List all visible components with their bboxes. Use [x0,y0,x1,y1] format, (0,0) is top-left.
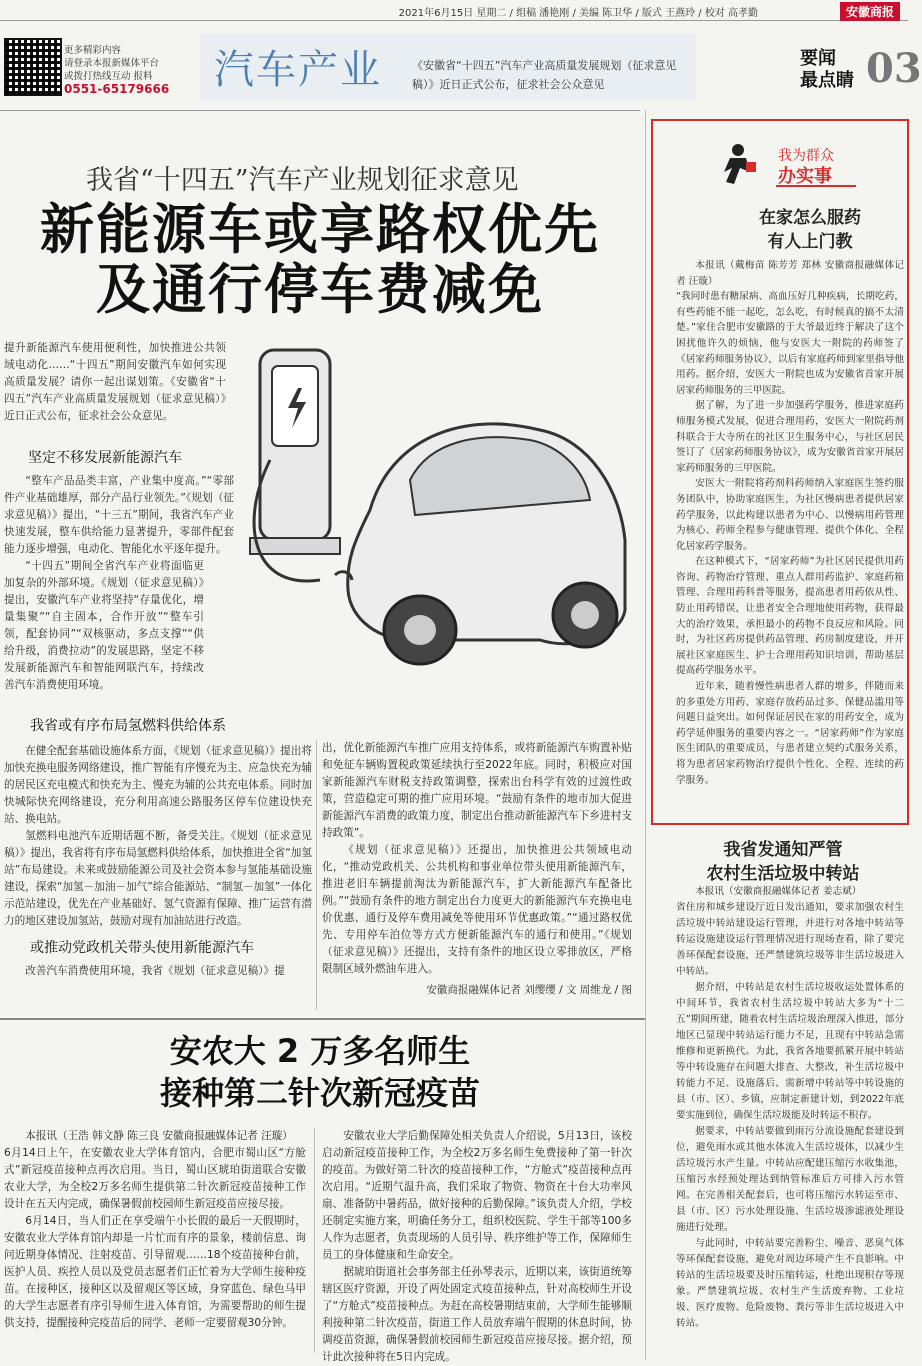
paragraph: 改善汽车消费使用环境，我省《规划（征求意见稿）》提 [25,965,285,977]
paragraph: 据了解，为了进一步加强药学服务，推进家庭药师服务模式发展，促进合理用药，安医大一附院药剂科联合于大寺所在的社区卫生服务中心，与社区居民签订了《居家药师服务协议》，成为安徽省首家开展居家药师服务的三甲医院。 [676,400,904,474]
lead-section-3 [322,740,632,999]
paragraph: 据琥珀街道社会事务部主任孙琴表示，近期以来，该街道统筹辖区医疗资源，开设了两处固定式疫苗接种点，针对高校师生开设了“方舱式”疫苗接种点。为赶在高校暑期结束前，大学师生能够顺利接种第二针次疫苗，街道工作人员放弃端午假期的休息时间，协调疫苗资源，确保暑假前校园师生新冠疫苗应接尽接。据介绍，预计此次接种将在5日内完成。 [322,1266,632,1363]
qr-code-icon [4,38,62,96]
headline-line: 有人上门教 [767,232,853,252]
qr-line: 或拨打热线互动 报料 [64,71,153,82]
ev-charging-illustration [240,340,635,710]
paragraph: “十四五”期间全省汽车产业将面临更加复杂的外部环境。《规划（征求意见稿）》提出，安徽汽车产业将坚持“存量优化，增量集聚”“自主固本，合作开放”“整车引领，配套协同”“双核驱动，多点支撑”“供给升级，消费拉动”的发展思路，坚定不移发展新能源汽车和智能网联汽车，持续改善汽车消费使用环境。 [4,560,204,691]
paragraph: “我同时患有糖尿病、高血压好几种疾病，长期吃药，有些药能不能一起吃，怎么吃，有时候真的搞不太清楚。”家住合肥市安徽路的于大爷最近终于解决了这个困扰他许久的烦恼，他与安医大一附院的药师签了《居家药师服务协议》，以后有家庭药师到家里指导他用药。据介绍，安医大一附院也成为安徽省首家开展居家药师服务的三甲医院。 [676,291,904,396]
article-headline [10,200,630,320]
bottom-story-column-1 [4,1128,306,1332]
bottom-headline [0,1030,640,1114]
headline-line: 新能源车或享路权优先 [40,198,600,261]
divider [0,1018,645,1020]
paragraph: 在健全配套基础设施体系方面，《规划（征求意见稿）》提出将加快充换电服务网络建设，推广智能有序慢充为主、应急快充为辅的居民区充电模式和快充为主、慢充为辅的公共充电体系。同时加快城际快充网络建设，充分利用高速公路服务区停车位建设快充站、换电站。 [4,745,312,825]
headline-line: 我省发通知严管 [723,840,843,860]
headline-line: 接种第二针次新冠疫苗 [159,1074,480,1112]
subheading: 或推动党政机关带头使用新能源汽车 [30,940,254,956]
paragraph: 安徽农业大学后勤保障处相关负责人介绍说，5月13日，该校启动新冠疫苗接种工作，为全校2万多名师生免费接种了第一针次的疫苗。为做好第二针次的疫苗接种工作，“方舱式”疫苗接种点再次启用。“近期气温升高，我们采取了物资、物资在十台大功率风扇、准备防中暑药品，做好接种的后勤保障。”该负责人介绍，学校还制定实施方案，明确任务分工，组织校医院、学生干部等100多人作为志愿者，负责现场的人员引导、秩序维护等工作，保障师生员工的身体健康和生命安全。 [322,1130,632,1261]
headline-line: 安农大 2 万多名师生 [169,1032,471,1070]
qr-line: 请登录本报新媒体平台 [64,58,160,69]
divider [645,110,646,1360]
section-subtitle: 《安徽省“十四五”汽车产业高质量发展规划（征求意见稿）》近日正式公布，征求社会公众意见 [412,59,677,91]
paragraph: 出，优化新能源汽车推广应用支持体系，或将新能源汽车购置补贴和免征车辆购置税政策延续执行至2022年底。同时，积极应对国家新能源汽车财税支持政策调整，探索出台科学有效的过渡性政策，营造稳定可期的推广应用环境。“鼓励有条件的地市加大促进新能源汽车消费的政策力度，制定出台推动新能源汽车下乡进村支持政策”。 [322,742,632,839]
subheading: 坚定不移发展新能源汽车 [28,450,182,466]
top-info-bar [0,0,908,21]
qr-line: 更多精彩内容 [64,45,122,56]
divider [0,110,640,111]
headline-line: 及通行停车费减免 [96,258,544,321]
paragraph: 与此同时，中转站要完善粉尘、噪音、恶臭气体等环保配套设施，避免对周边环境产生不良影响。中转站的生活垃圾要及时压缩转运，杜绝出现积存等现象。严禁建筑垃圾、农村生产生活废弃物、工业垃圾、医疗废物、危险废物、粪污等非生活垃圾进入中转站。 [676,1238,904,1329]
logo-text: 办实事 [778,166,832,187]
sidebar-headline [700,206,920,254]
article-kicker: 我省“十四五”汽车产业规划征求意见 [86,165,519,196]
photo-credit: 安徽商报融媒体记者 刘缨缨 / 文 周维龙 / 图 [426,984,632,996]
page-label-line: 最点睛 [800,70,854,91]
paragraph: 据要求，中转站要做到雨污分流设施配套建设到位，避免雨水或其他水体流入生活垃圾体，以减少生活垃圾污水产生量。中转站应配建压缩污水收集池，压缩污水经预处理达到纳管标准后方可排入污水管网。在完善相关配套后，也可将压缩污水转运至市、县（市、区）污水处理设施、生活垃圾渗滤液处理设施进行处理。 [676,1126,904,1233]
page-number: 03 [866,45,922,92]
sidebar-article-body [676,258,904,788]
paragraph: 安医大一附院将药剂科药师纳入家庭医生签约服务团队中，协助家庭医生，为社区慢病患者提供居家药学服务，以此构建以患者为中心、以慢病用药管理为核心、药师全程参与健康管理、提供个体化、全程化居家药学服务。 [676,478,904,552]
paragraph: 6月14日上午，在安徽农业大学体育馆内，合肥市蜀山区“方舱式”新冠疫苗接种点再次启用。当日，蜀山区琥珀街道联合安徽农业大学，为全校2万多名师生提供第二针次新冠疫苗接种工作设计在五天内完成，确保暑假前校园师生新冠疫苗应接尽接。 [4,1147,306,1210]
divider [314,1128,315,1353]
section-title: 汽车产业 [214,47,382,93]
subheading: 我省或有序布局氢燃料供给体系 [30,718,226,734]
lead-section-2 [4,718,312,980]
paragraph: 氢燃料电池汽车近期话题不断，备受关注。《规划（征求意见稿）》提出，我省将有序布局氢燃料供给体系，加快推进全省“加氢站”布局建设。未来或鼓励能源公司及社会资本参与氢能基础设施建设，探索“加氢－加油－加气”综合能源站、“制氢－加氢”一体化示范站建设，优先在产业基础好、氢气资源有保障、推广运营有潜力的地区建设加氢站，鼓励对现有加油站进行改造。 [4,830,312,927]
page-label [800,48,854,92]
paragraph: 6月14日，当人们正在享受端午小长假的最后一天假期时，安徽农业大学体育馆内却是一片忙而有序的景象，楼前信息、询问近期身体情况、注射疫苗、引导留观……18个疫苗接种台前，医护人员、疾控人员以及党员志愿者们正忙着为大学师生接种疫苗。在接种区，接种区以及留观区等区域，身穿蓝色、绿色马甲的大学生志愿者有序引导师生进入体育馆，为需要帮助的师生提供支持，提醒接种完疫苗后的同学、老师一定要留观30分钟。 [4,1215,306,1329]
paragraph: 近年来，随着慢性病患者人群的增多，伴随而来的多重处方用药、家庭存放药品过多、保健品滥用等问题日益突出。如何保证居民在家的用药安全，成为药学延伸服务的重要内容之一。“居家药师”作为家庭医生团队的重要成员，与患者建立契约式服务关系，将为患者居家药物治疗提供个性化、全程、连续的药学服务。 [676,681,904,786]
byline: 本报讯（王浩 韩文静 陈三良 安徽商报融媒体记者 汪璇） [25,1130,293,1142]
lead-intro: 提升新能源汽车使用便利性，加快推进公共领域电动化……“十四五”期间安徽汽车如何实现高质量发展？请你一起出谋划策。《安徽省“十四五”汽车产业高质量发展规划（征求意见稿）》近日正式公布，征求社会公众意见。 [4,342,226,422]
paragraph: 《规划（征求意见稿）》还提出，加快推进公共领域电动化，“推动党政机关、公共机构和事业单位带头使用新能源汽车，推进老旧车辆提前淘汰为新能源汽车，扩大新能源汽车配备比例。”“鼓励有条件的地方制定出台力度更大的新能源汽车充换电电价优惠、通行及停车费用减免等使用环节优惠政策。”“通过路权优先、专用停车泊位等方式方便新能源汽车的通行和使用。”《规划（征求意见稿）》还提出，支持有条件的地区设立零排放区，严格限制区域外燃油车进入。 [322,844,632,975]
byline: 本报讯（安徽商报融媒体记者 姜志斌） [695,886,862,897]
page-label-line: 要闻 [800,48,836,69]
paragraph: “整车产品品类丰富，产业集中度高。”“零部件产业基础雄厚，部分产品行业领先。”《规划（征求意见稿）》提出，“十三五”期间，我省汽车产业快速发展，整车供给能力显著提升，零部件配套能力逐步增强，电动化、智能化水平逐年提升。 [4,475,234,555]
headline-line: 在家怎么服药 [759,208,861,228]
logo-text: 我为群众 [778,148,834,164]
lead-section-1 [4,450,234,694]
side-story-headline [658,838,908,886]
hotline-number: 0551-65179666 [64,82,170,96]
headline-line: 农村生活垃圾中转站 [706,864,860,884]
date-line: 2021年6月15日 星期二 / 组稿 潘艳刚 / 美编 陈卫华 / 版式 王燕玲 / 校对 高孝勤 [398,8,758,19]
hotline-block [64,44,184,96]
divider [316,740,317,1010]
paragraph: 据介绍，中转站是农村生活垃圾收运处置体系的中间环节，我省农村生活垃圾中转站大多为“十二五”期间所建，随着农村生活垃圾治理深入推进，部分地区已显现中转站运行能力不足，且现有中转站急需维修和更新换代。为此，我省各地要抓紧开展中转站等中转设施存在问题大排查、大整改，补生活垃圾中转能力不足、设施落后、需新增中转站等中转设施的县（市、区）、乡镇，应制定新建计划，到2022年底要实施到位，确保生活垃圾能及时转运不积存。 [676,982,904,1121]
byline: 本报讯（戴梅苗 陈芳芳 郑林 安徽商报融媒体记者 汪璇） [676,260,904,287]
lead-intro-column [4,340,226,425]
service-campaign-logo [716,138,886,190]
paragraph: 在这种模式下，“居家药师”为社区居民提供用药咨询、药物治疗管理、重点人群用药监护、家庭药箱管理、合理用药科普等服务，提高患者用药依从性、防止用药错误，让患者安全合理地使用药物，获得最大的治疗效果，承担最小的药物不良反应和风险。同时，为社区药房提供药品管理、药房制度建设，并开展社区家庭医生、护士合理用药知识培训，帮助基层提高药学服务水平。 [676,556,904,677]
side-story-body [676,884,904,1332]
paragraph: 省住房和城乡建设厅近日发出通知，要求加强农村生活垃圾中转站建设运行管理，并进行对各地中转站等转运设施建设运行管理情况进行现场查看，除了要完善环保配套设施，还严禁建筑垃圾等非生活垃圾进入中转站。 [676,902,904,977]
newspaper-brand: 安徽商报 [840,2,900,21]
bottom-story-column-2 [322,1128,632,1366]
